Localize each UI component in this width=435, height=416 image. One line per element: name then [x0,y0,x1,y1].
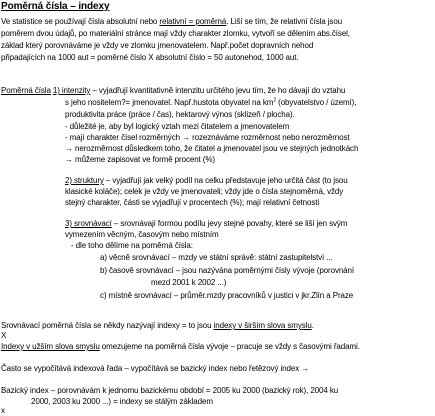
intro-line-3: základ který porovnáváme je vždy ve zlomku jmenovatelem. Např.počet dopravních nehod [1,41,314,50]
section3-text: – srovnávají formou podílu jevy stejné povahy, které se liší jen svým [111,219,348,228]
bottom-x-mark-2: x [1,406,5,415]
section1-text: – vyjadřují kvantitativně intenzitu určitého jevu tím, že ho dávají do vztahu [90,86,346,95]
intro-line-4: připadajících na 1000 aut = poměrné číslo X absolutní číslo = 50 autonehod, 1000 aut. [1,53,299,62]
section-lead-label: Poměrná čísla [1,86,51,95]
bottom-text: omezujeme na poměrná čísla vývoje – pracuje se vždy s časovými řadami. [99,342,360,351]
section2-line-2: klasické koláče); celek je vždy ve jmenovateli; vždy jde o čísla stejnoměrná, vždy [65,187,344,196]
underlined-term: Indexy v užším slova smyslu [1,342,100,351]
intro-underlined-term: relativní = poměrná [159,17,227,26]
intro-line-2: poměrem dvou údajů, po materiální stránce mají vždy charakter zlomku, vytvoří se dělením abs.čísel, [1,29,350,38]
bottom-line-2 [1,342,360,352]
section1-text: (obyvatelstvo / území), [276,98,357,107]
bottom-text: . [311,321,314,330]
section1-line-5: - mají charakter čísel rozměrných → rozeznáváme rozměrnost nebo nerozměrnost [65,133,350,142]
bottom-x-mark: X [1,331,7,340]
underlined-term: indexy v širším slova smyslu [213,321,312,330]
section3-item-b: b) časově srovnávací – jsou nazývána poměrnými čísly vývoje (porovnání [100,266,355,275]
section3-line-1 [65,219,347,229]
section2-line-3: stejný charakter, části se vyjadřují v procentech (%); mají relativní četnosti [65,198,320,207]
section1-line-7: → můžeme zapisovat ve formě procent (%) [65,155,215,164]
section3-heading: 3) srovnávací [65,219,112,228]
section3-item-c: c) místně srovnávací – průměr.mzdy pracovníků v justici v jkr.Zlín a Praze [100,291,354,300]
section1-text: s jeho nositelem?= jmenovatel. Např.hustota obyvatel na km [65,98,274,107]
section3-item-a: a) věcně srovnávací – mzdy ve státní správě: státní zastupitelství ... [100,253,333,262]
intro-text: . Liší se tím, že relativní čísla jsou [226,17,343,26]
intro-text: Ve statistice se používají čísla absolutní nebo [1,17,160,26]
section3-line-3: - dle toho dělíme na poměrná čísla: [71,241,193,250]
section1-line-1 [1,86,345,96]
section1-line-2 [65,98,356,108]
section2-text: – vyjadřují jak velký podíl na celku představuje jeho určitá část (to jsou [103,176,348,185]
bottom-line-4: Bazický index – porovnávám k jednomu bazickému období = 2005 ku 2000 (bazický rok), 2004 ku [1,386,339,395]
section1-heading: 1) intenzity [52,86,91,95]
section2-heading: 2) struktury [65,176,104,185]
section3-line-2: vymezením věcným, časovým nebo místním [65,230,219,239]
page-title: Poměrná čísla – indexy [1,1,110,12]
section3-item-b-cont: mezd 2001 k 2002 ...) [151,278,227,287]
section1-line-6: → nerozměrnost důsledkem toho, že čitatel a jmenovatel jsou ve stejných jednotkách [65,144,359,153]
section1-line-3: produktivita práce (práce / čas), hektarový výnos (sklizeň / plocha). [65,110,295,119]
bottom-line-3: Často se vypočítává indexová řada – vypočítává se bazický index nebo řetězový index → [1,364,310,373]
section2-line-1 [65,176,348,186]
intro-line-1 [1,17,342,27]
superscript: 2 [273,97,277,104]
bottom-line-1 [1,321,314,331]
bottom-line-5: 2000, 2003 ku 2000 ...) = indexy se stálým základem [31,397,213,406]
bottom-text: Srovnávací poměrná čísla se někdy nazývají indexy = to jsou [1,321,214,330]
section1-line-4: - důležité je, aby byl logický vztah mezi čitatelem a jmenovatelem [65,122,290,131]
